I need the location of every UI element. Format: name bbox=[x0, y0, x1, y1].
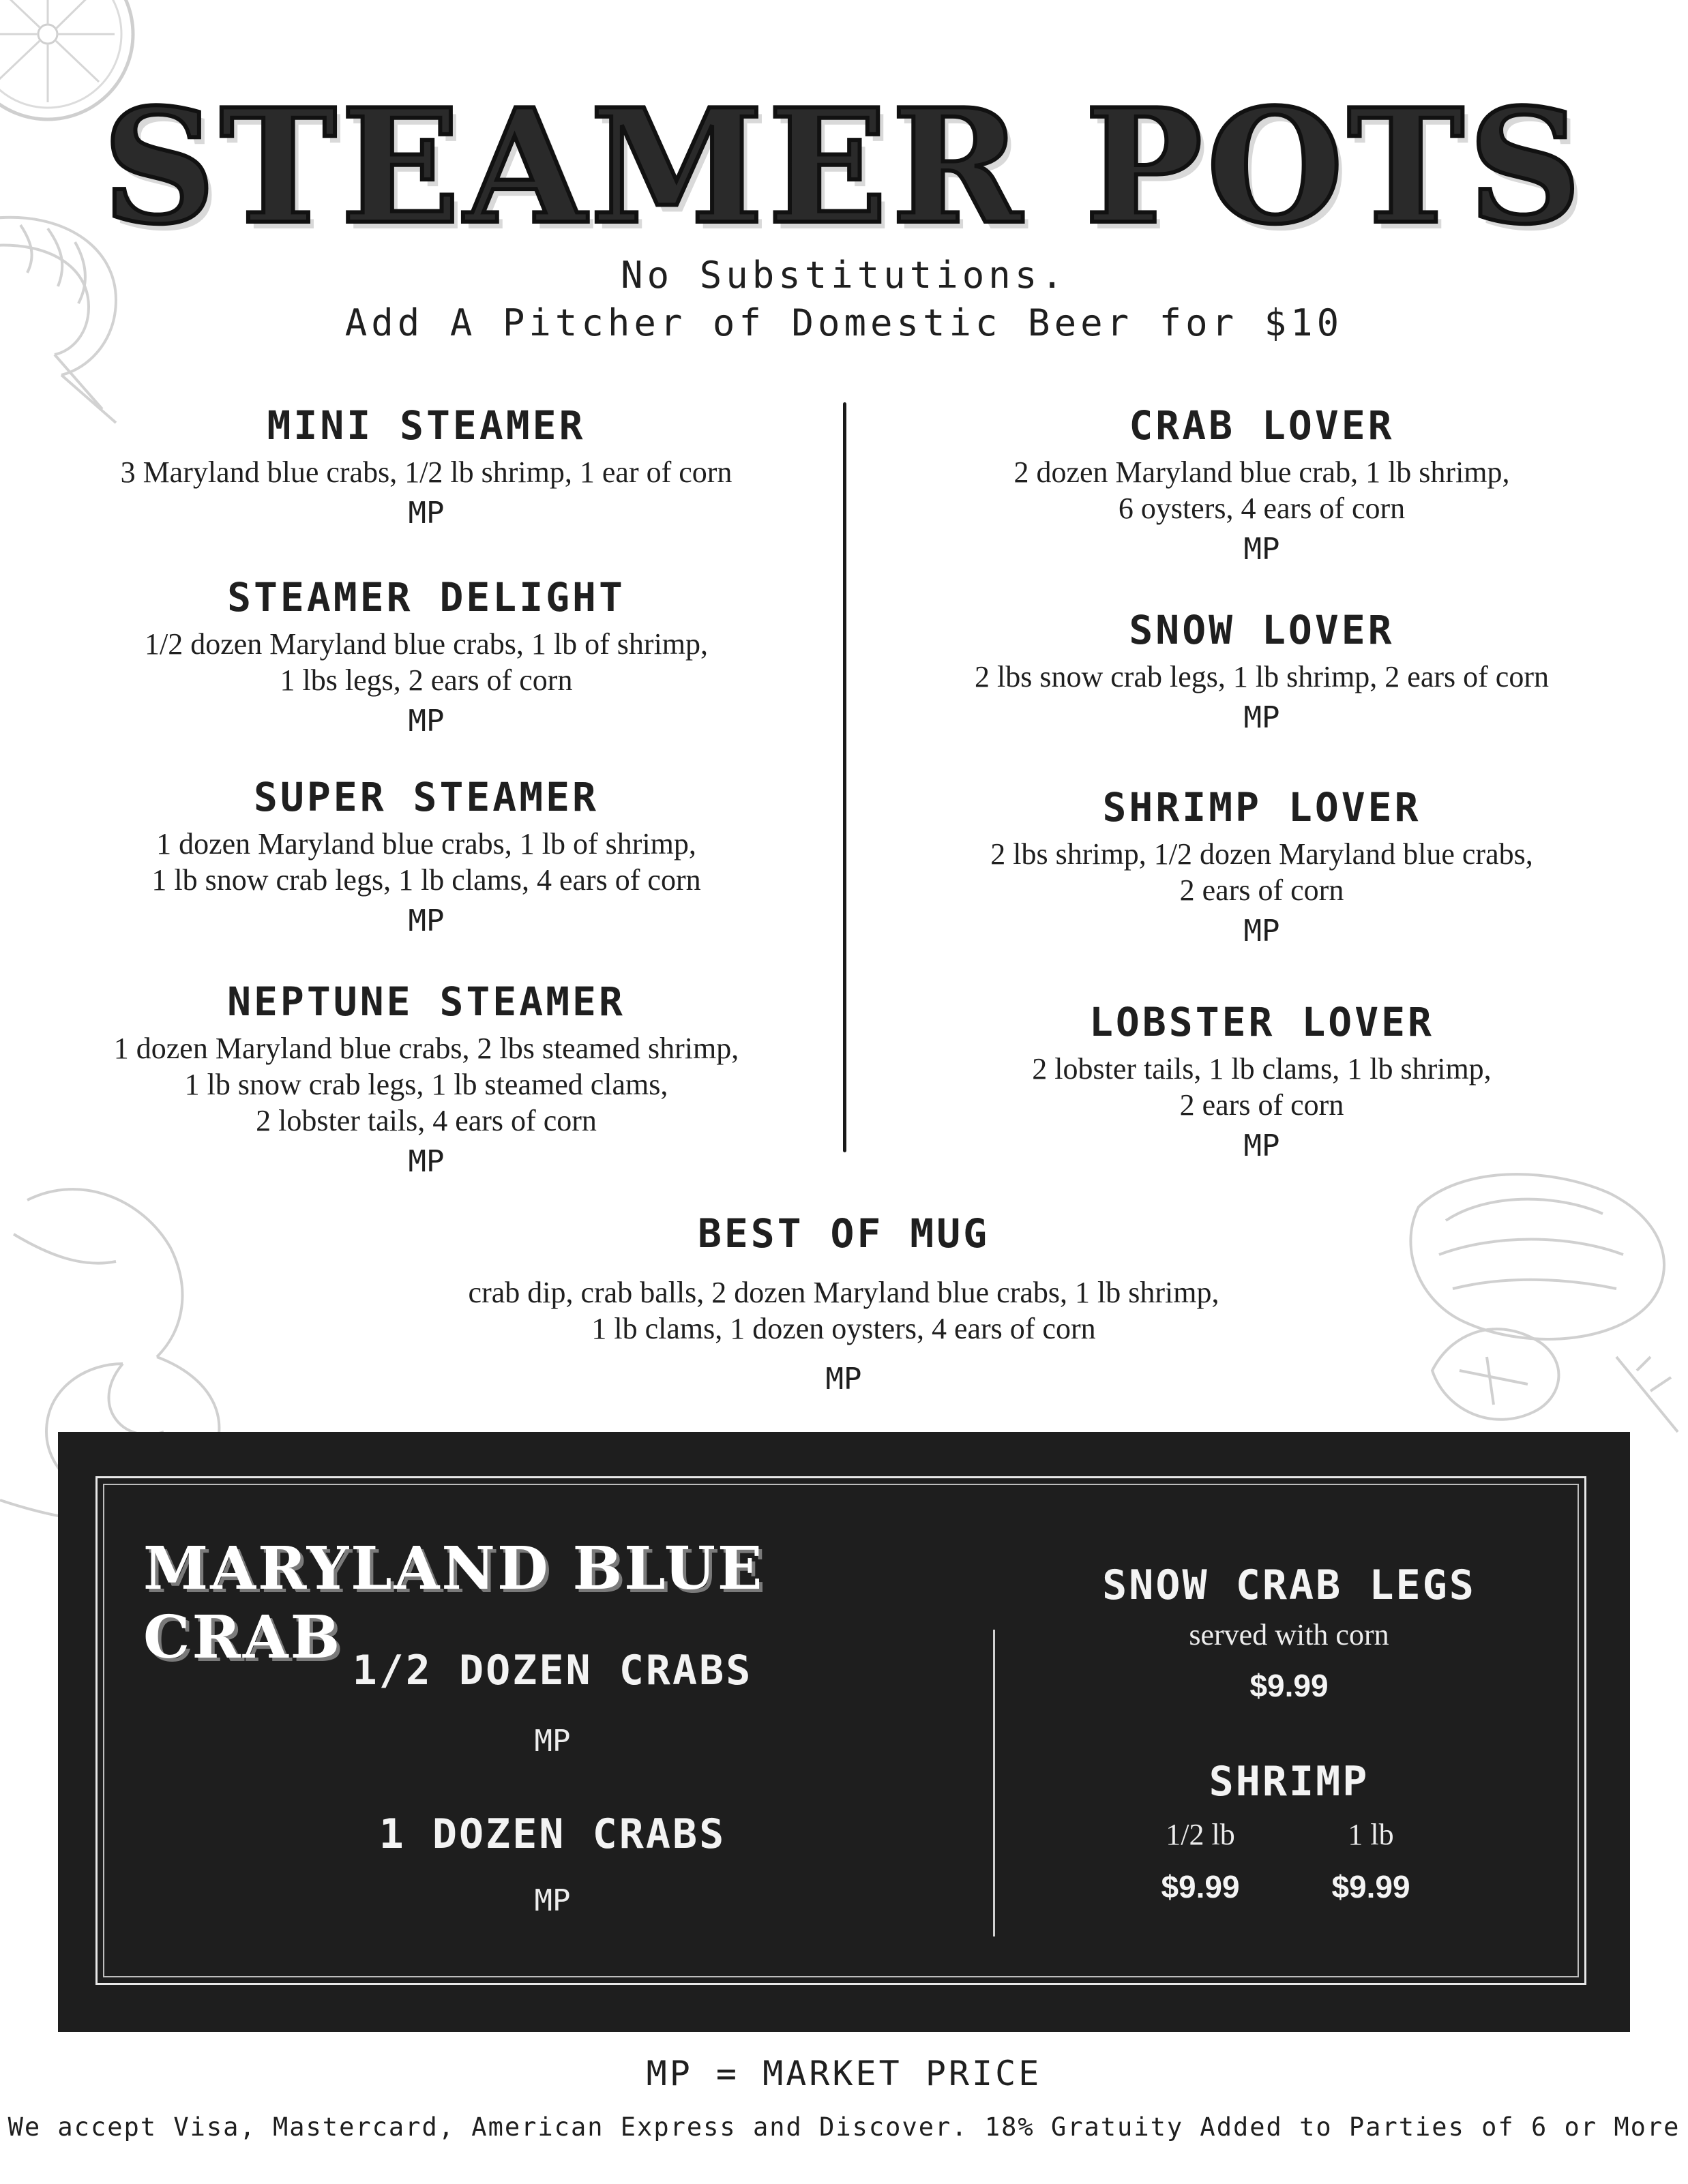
shrimp-label: SHRIMP bbox=[1209, 1758, 1369, 1806]
item-name: BEST OF MUG bbox=[697, 1210, 990, 1257]
menu-item-lobster-lover bbox=[870, 999, 1654, 1163]
column-divider bbox=[843, 402, 846, 1152]
menu-item-snow-lover bbox=[870, 607, 1654, 735]
item-description: 3 Maryland blue crabs, 1/2 lb shrimp, 1 ear of corn bbox=[120, 455, 732, 489]
half-dozen-crabs-label: 1/2 DOZEN CRABS bbox=[352, 1647, 753, 1694]
menu-item-shrimp-lover bbox=[870, 784, 1654, 948]
chalkboard-divider bbox=[993, 1630, 995, 1936]
item-price: MP bbox=[1243, 531, 1280, 567]
half-dozen-crabs-price: MP bbox=[534, 1724, 571, 1759]
item-price: MP bbox=[408, 495, 445, 530]
item-price: MP bbox=[408, 1143, 445, 1179]
item-description: 1 dozen Maryland blue crabs, 2 lbs steamed shrimp, 1 lb snow crab legs, 1 lb steamed clams, 2 lobster tails, 4 ears of corn bbox=[113, 1031, 739, 1137]
item-name: LOBSTER LOVER bbox=[1089, 999, 1434, 1045]
item-description: crab dip, crab balls, 2 dozen Maryland blue crabs, 1 lb shrimp, 1 lb clams, 1 dozen oysters, 4 ears of corn bbox=[468, 1275, 1219, 1345]
item-description: 1/2 dozen Maryland blue crabs, 1 lb of shrimp, 1 lbs legs, 2 ears of corn bbox=[144, 627, 709, 697]
no-substitutions-note: No Substitutions. bbox=[621, 254, 1067, 297]
item-price: MP bbox=[1243, 1128, 1280, 1163]
item-description: 2 lbs snow crab legs, 1 lb shrimp, 2 ears of corn bbox=[975, 659, 1549, 693]
menu-item-super-steamer bbox=[34, 774, 818, 938]
shrimp-one-lb-price: $9.99 bbox=[1331, 1869, 1410, 1904]
snow-crab-legs-note: served with corn bbox=[1189, 1618, 1389, 1651]
payment-note: We accept Visa, Mastercard, American Express and Discover. 18% Gratuity Added to Parties of 6 or More bbox=[8, 2112, 1680, 2142]
oyster-lemon-sketch-right bbox=[1391, 1152, 1688, 1439]
shrimp-one-lb-label: 1 lb bbox=[1348, 1818, 1394, 1851]
item-name: SUPER STEAMER bbox=[254, 774, 599, 820]
menu-item-steamer-delight bbox=[34, 574, 818, 738]
item-price: MP bbox=[825, 1361, 862, 1396]
item-description: 2 lbs shrimp, 1/2 dozen Maryland blue crabs, 2 ears of corn bbox=[990, 837, 1533, 907]
item-name: SHRIMP LOVER bbox=[1102, 784, 1421, 831]
menu-item-best-of-mug bbox=[264, 1210, 1423, 1396]
item-description: 2 dozen Maryland blue crab, 1 lb shrimp, 6 oysters, 4 ears of corn bbox=[1013, 455, 1510, 525]
menu-item-crab-lover bbox=[870, 402, 1654, 567]
dozen-crabs-label: 1 DOZEN CRABS bbox=[379, 1810, 726, 1858]
beer-pitcher-note: Add A Pitcher of Domestic Beer for $10 bbox=[344, 301, 1344, 344]
shrimp-half-lb-label: 1/2 lb bbox=[1166, 1818, 1235, 1851]
menu-item-neptune-steamer bbox=[34, 978, 818, 1179]
item-name: STEAMER DELIGHT bbox=[227, 574, 625, 620]
market-price-legend: MP = MARKET PRICE bbox=[646, 2054, 1042, 2093]
menu-item-mini-steamer bbox=[34, 402, 818, 530]
item-name: NEPTUNE STEAMER bbox=[227, 978, 625, 1025]
snow-crab-legs-price: $9.99 bbox=[1249, 1668, 1329, 1703]
item-price: MP bbox=[1243, 700, 1280, 735]
item-name: SNOW LOVER bbox=[1129, 607, 1395, 653]
page-title: STEAMER POTS bbox=[102, 75, 1586, 259]
item-price: MP bbox=[1243, 913, 1280, 948]
item-description: 2 lobster tails, 1 lb clams, 1 lb shrimp, 2 ears of corn bbox=[1032, 1051, 1492, 1122]
snow-crab-legs-label: SNOW CRAB LEGS bbox=[1102, 1561, 1476, 1609]
maryland-blue-crab-title: MARYLAND BLUE CRAB bbox=[143, 1534, 765, 1672]
shrimp-half-lb-price: $9.99 bbox=[1161, 1869, 1240, 1904]
item-name: CRAB LOVER bbox=[1129, 402, 1395, 449]
item-price: MP bbox=[408, 903, 445, 938]
item-price: MP bbox=[408, 703, 445, 738]
dozen-crabs-price: MP bbox=[534, 1883, 571, 1918]
item-description: 1 dozen Maryland blue crabs, 1 lb of shrimp, 1 lb snow crab legs, 1 lb clams, 4 ears of corn bbox=[151, 826, 701, 897]
item-name: MINI STEAMER bbox=[267, 402, 586, 449]
